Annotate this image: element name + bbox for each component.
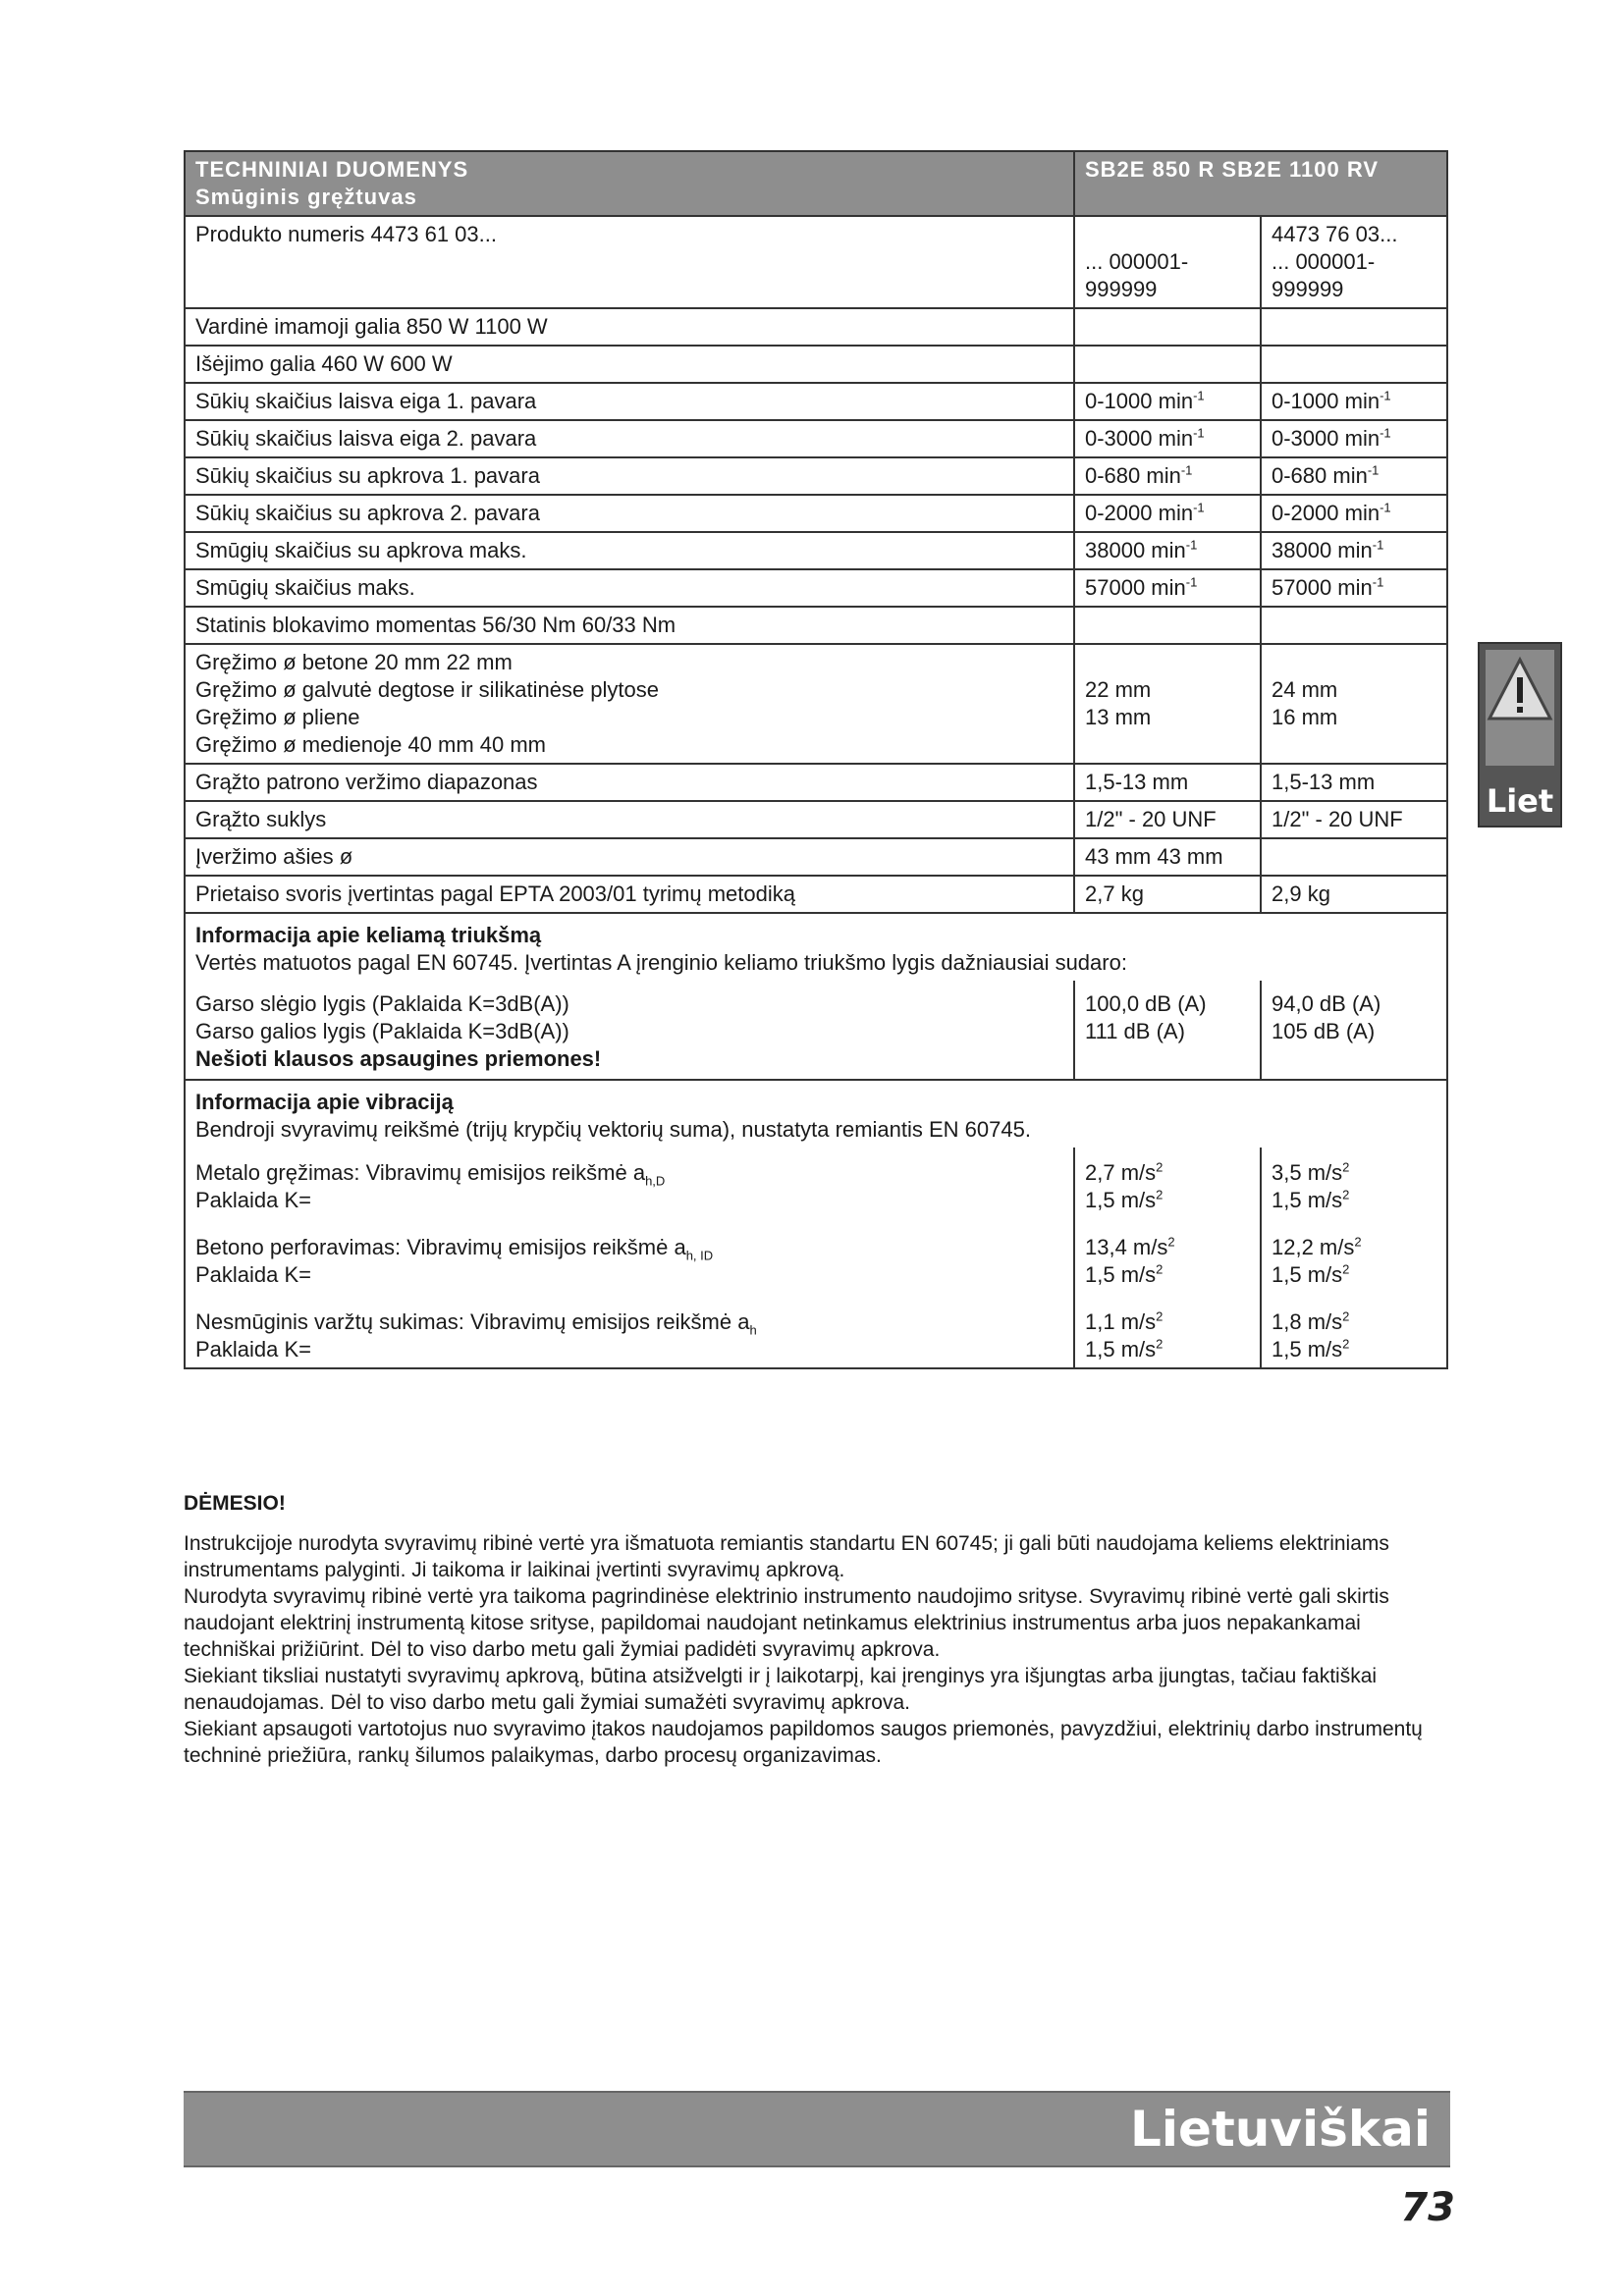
vibration-value (1272, 1234, 1436, 1261)
steel-value: 16 mm (1272, 705, 1338, 729)
table-row (185, 420, 1447, 457)
vibration-values-row (185, 1148, 1447, 1368)
warning-paragraph: Instrukcijoje nurodyta svyravimų ribinė vertė yra išmatuota remiantis standartu EN 60745; ji gali būti naudojama keliems elektriniams instrumentams palyginti. Ji taikoma ir laikinai įvertinti svyravimų apkrovą. (184, 1532, 1389, 1581)
exponent: -1 (1180, 462, 1193, 478)
table-row (185, 383, 1447, 420)
vibration-value (1085, 1234, 1250, 1261)
footer-language: Lietuviškai (1129, 2101, 1431, 2158)
exponent: 2 (1342, 1308, 1350, 1324)
vibration-value (1085, 1261, 1250, 1289)
exponent: -1 (1380, 500, 1391, 515)
vibration-value (1272, 1187, 1436, 1214)
row-label: Sūkių skaičius su apkrova 2. pavara (185, 495, 1074, 532)
drill-tiles: Gręžimo ø galvutė degtose ir silikatinėse plytose (195, 677, 659, 702)
row-label: Smūgių skaičius su apkrova maks. (185, 532, 1074, 569)
exponent: 2 (1354, 1234, 1362, 1250)
noise-values-a (1074, 981, 1261, 1080)
row-label: Išėjimo galia 460 W 600 W (185, 346, 1074, 383)
exponent: -1 (1380, 388, 1391, 403)
row-value: 2,9 kg (1261, 876, 1447, 913)
row-label: Sūkių skaičius su apkrova 1. pavara (185, 457, 1074, 495)
row-value (1261, 346, 1447, 383)
exponent: 2 (1156, 1187, 1164, 1202)
row-value (1074, 644, 1261, 764)
sound-power-value: 105 dB (A) (1272, 1019, 1376, 1043)
row-value: 1,5-13 mm (1074, 764, 1261, 801)
row-label: Sūkių skaičius laisva eiga 1. pavara (185, 383, 1074, 420)
row-value (1074, 532, 1261, 569)
row-value (1261, 457, 1447, 495)
vibration-values-b (1261, 1148, 1447, 1368)
table-title: TECHNINIAI DUOMENYS (195, 157, 469, 182)
row-label: Grąžto suklys (185, 801, 1074, 838)
row-value (1074, 383, 1261, 420)
value-text: 38000 min (1272, 538, 1373, 562)
row-value (1261, 644, 1447, 764)
row-value (1261, 216, 1447, 308)
steel-value: 13 mm (1085, 705, 1152, 729)
row-value (1261, 838, 1447, 876)
table-row (185, 216, 1447, 308)
value-text: 1,5 m/s (1272, 1337, 1343, 1362)
row-value: ... 000001-999999 (1074, 216, 1261, 308)
value-text: 1,5 m/s (1272, 1262, 1343, 1287)
table-row (185, 801, 1447, 838)
subscript: h,D (645, 1173, 666, 1189)
value-text: 1,5 m/s (1085, 1188, 1157, 1212)
value-text: 0-3000 min (1272, 426, 1380, 451)
footer-language-bar (184, 2091, 1450, 2167)
row-value (1261, 383, 1447, 420)
vibration-title: Informacija apie vibraciją (195, 1090, 454, 1114)
row-value (1074, 569, 1261, 607)
warning-icon (1486, 650, 1554, 766)
table-row (185, 569, 1447, 607)
value-text: 1,5 m/s (1085, 1262, 1157, 1287)
value-text: 12,2 m/s (1272, 1235, 1355, 1259)
exponent: 2 (1342, 1336, 1350, 1352)
concrete-drilling-label (195, 1234, 1063, 1261)
uncertainty-label: Paklaida K= (195, 1188, 312, 1212)
serial-range: ... 000001-999999 (1272, 249, 1376, 301)
product-number: 4473 76 03... (1272, 222, 1398, 246)
row-value: 2,7 kg (1074, 876, 1261, 913)
exponent: 2 (1156, 1261, 1164, 1277)
value-text: 38000 min (1085, 538, 1186, 562)
row-label: Smūgių skaičius maks. (185, 569, 1074, 607)
value-text: 57000 min (1085, 575, 1186, 600)
value-text: 0-1000 min (1272, 389, 1380, 413)
row-value: 1,5-13 mm (1261, 764, 1447, 801)
table-row (185, 876, 1447, 913)
noise-section-header (185, 913, 1447, 981)
vibration-value (1085, 1159, 1250, 1187)
exponent: 2 (1156, 1308, 1164, 1324)
exponent: 2 (1342, 1187, 1350, 1202)
table-row (185, 838, 1447, 876)
table-row (185, 308, 1447, 346)
row-value (1261, 420, 1447, 457)
label-text: Nesmūginis varžtų sukimas: Vibravimų emisijos reikšmė a (195, 1309, 750, 1334)
spec-sheet (184, 150, 1446, 1369)
value-text: 13,4 m/s (1085, 1235, 1168, 1259)
tiles-value: 22 mm (1085, 677, 1152, 702)
exponent: 2 (1156, 1336, 1164, 1352)
row-label: Sūkių skaičius laisva eiga 2. pavara (185, 420, 1074, 457)
exponent: 2 (1342, 1159, 1350, 1175)
vibration-labels (185, 1148, 1074, 1368)
row-value (1074, 457, 1261, 495)
exponent: -1 (1367, 462, 1380, 478)
value-text: 2,7 m/s (1085, 1160, 1157, 1185)
value-text: 0-1000 min (1085, 389, 1194, 413)
row-value (1074, 308, 1261, 346)
table-row (185, 495, 1447, 532)
row-value (1261, 569, 1447, 607)
row-label: Statinis blokavimo momentas 56/30 Nm 60/33 Nm (185, 607, 1074, 644)
hearing-protection-note: Nešioti klausos apsaugines priemones! (195, 1046, 602, 1071)
table-row (185, 764, 1447, 801)
row-value (1261, 607, 1447, 644)
exponent: -1 (1185, 537, 1198, 553)
warning-paragraph: Siekiant tiksliai nustatyti svyravimų apkrovą, būtina atsižvelgti ir į laikotarpį, kai įrenginys yra išjungtas arba įjungtas, tačiau faktiškai nenaudojamas. Dėl to viso darbo metu gali žymiai sumažėti svyravimų apkrova. (184, 1665, 1378, 1714)
value-text: 0-3000 min (1085, 426, 1194, 451)
exponent: -1 (1372, 574, 1384, 590)
noise-intro-cell (185, 913, 1447, 981)
row-value: 1/2" - 20 UNF (1261, 801, 1447, 838)
row-label: Vardinė imamoji galia 850 W 1100 W (185, 308, 1074, 346)
warning-paragraph: Nurodyta svyravimų ribinė vertė yra taikoma pagrindinėse elektrinio instrumento naudojimo srityse. Svyravimų ribinė vertė gali skirtis naudojant elektrinį instrumentą kitose srityse, papildomai naudojant netinkamus elektrinius instrumentus arba juos nepakankamai techniškai prižiūrint. Dėl to viso darbo metu gali žymiai padidėti svyravimų apkrova. (184, 1585, 1389, 1661)
page-number: 73 (1400, 2185, 1455, 2230)
drill-steel: Gręžimo ø pliene (195, 705, 360, 729)
exponent: -1 (1372, 537, 1384, 553)
row-value (1074, 420, 1261, 457)
uncertainty-label: Paklaida K= (195, 1337, 312, 1362)
table-header (185, 151, 1447, 216)
table-row (185, 607, 1447, 644)
exponent: -1 (1380, 425, 1391, 441)
tiles-value: 24 mm (1272, 677, 1338, 702)
value-text: 3,5 m/s (1272, 1160, 1343, 1185)
table-row (185, 346, 1447, 383)
subscript: h (749, 1322, 757, 1338)
row-value: 43 mm 43 mm (1074, 838, 1261, 876)
row-value (1074, 607, 1261, 644)
label-text: Metalo gręžimas: Vibravimų emisijos reikšmė a (195, 1160, 646, 1185)
vibration-value (1085, 1187, 1250, 1214)
spec-table (184, 150, 1448, 1369)
noise-values-row (185, 981, 1447, 1080)
header-models: SB2E 850 R SB2E 1100 RV (1074, 151, 1447, 216)
label-text: Betono perforavimas: Vibravimų emisijos reikšmė a (195, 1235, 686, 1259)
uncertainty-label: Paklaida K= (195, 1262, 312, 1287)
side-tab-label: Liet (1486, 782, 1554, 820)
exponent: 2 (1167, 1234, 1175, 1250)
row-value (1261, 532, 1447, 569)
language-side-tab (1478, 642, 1562, 828)
sound-power-value: 111 dB (A) (1085, 1019, 1185, 1043)
value-text: 1,1 m/s (1085, 1309, 1157, 1334)
row-value: 1/2" - 20 UNF (1074, 801, 1261, 838)
table-row (185, 532, 1447, 569)
row-value (1261, 495, 1447, 532)
subscript: h, ID (685, 1248, 714, 1263)
value-text: 0-680 min (1272, 463, 1368, 488)
sound-pressure-value: 94,0 dB (A) (1272, 991, 1381, 1016)
sound-power-label: Garso galios lygis (Paklaida K=3dB(A)) (195, 1019, 569, 1043)
warning-section (184, 1490, 1450, 1769)
sound-pressure-value: 100,0 dB (A) (1085, 991, 1207, 1016)
value-text: 0-2000 min (1272, 501, 1380, 525)
value-text: 0-2000 min (1085, 501, 1194, 525)
value-text: 1,5 m/s (1272, 1188, 1343, 1212)
exponent: -1 (1193, 388, 1205, 403)
exponent: -1 (1185, 574, 1198, 590)
table-row (185, 457, 1447, 495)
metal-drilling-label (195, 1159, 1063, 1187)
header-title-cell (185, 151, 1074, 216)
row-label: Produkto numeris 4473 61 03... (185, 216, 1074, 308)
vibration-value (1085, 1308, 1250, 1336)
noise-values-b (1261, 981, 1447, 1080)
value-text: 57000 min (1272, 575, 1373, 600)
row-label (185, 644, 1074, 764)
value-text: 1,5 m/s (1085, 1337, 1157, 1362)
sound-pressure-label: Garso slėgio lygis (Paklaida K=3dB(A)) (195, 991, 569, 1016)
exponent: 2 (1156, 1159, 1164, 1175)
vibration-values-a (1074, 1148, 1261, 1368)
value-text: 1,8 m/s (1272, 1309, 1343, 1334)
vibration-value (1272, 1336, 1436, 1363)
vibration-intro: Bendroji svyravimų reikšmė (trijų krypčių vektorių suma), nustatyta remiantis EN 60745. (195, 1117, 1031, 1142)
screwdriving-label (195, 1308, 1063, 1336)
row-label: Prietaiso svoris įvertintas pagal EPTA 2003/01 tyrimų metodiką (185, 876, 1074, 913)
drill-wood: Gręžimo ø medienoje 40 mm 40 mm (195, 732, 546, 757)
noise-title: Informacija apie keliamą triukšmą (195, 923, 542, 947)
noise-intro: Vertės matuotos pagal EN 60745. Įvertintas A įrenginio keliamo triukšmo lygis dažniausiai sudaro: (195, 950, 1127, 975)
row-value (1261, 308, 1447, 346)
table-row (185, 644, 1447, 764)
row-value (1074, 346, 1261, 383)
vibration-value (1272, 1261, 1436, 1289)
drill-concrete: Gręžimo ø betone 20 mm 22 mm (195, 650, 513, 674)
row-label: Įveržimo ašies ø (185, 838, 1074, 876)
warning-title: DĖMESIO! (184, 1492, 286, 1515)
row-value (1074, 495, 1261, 532)
vibration-intro-cell (185, 1080, 1447, 1148)
warning-paragraph: Siekiant apsaugoti vartotojus nuo svyravimo įtakos naudojamos papildomos saugos priemonės, pavyzdžiui, elektrinių darbo instrumentų techninė priežiūra, rankų šilumos palaikymas, darbo procesų organizavimas. (184, 1718, 1423, 1767)
row-label: Grąžto patrono veržimo diapazonas (185, 764, 1074, 801)
vibration-value (1272, 1159, 1436, 1187)
value-text: 0-680 min (1085, 463, 1181, 488)
vibration-value (1085, 1336, 1250, 1363)
table-subtitle: Smūginis gręžtuvas (195, 185, 417, 209)
exponent: -1 (1193, 500, 1205, 515)
exponent: 2 (1342, 1261, 1350, 1277)
vibration-section-header (185, 1080, 1447, 1148)
exponent: -1 (1193, 425, 1205, 441)
vibration-value (1272, 1308, 1436, 1336)
noise-labels (185, 981, 1074, 1080)
